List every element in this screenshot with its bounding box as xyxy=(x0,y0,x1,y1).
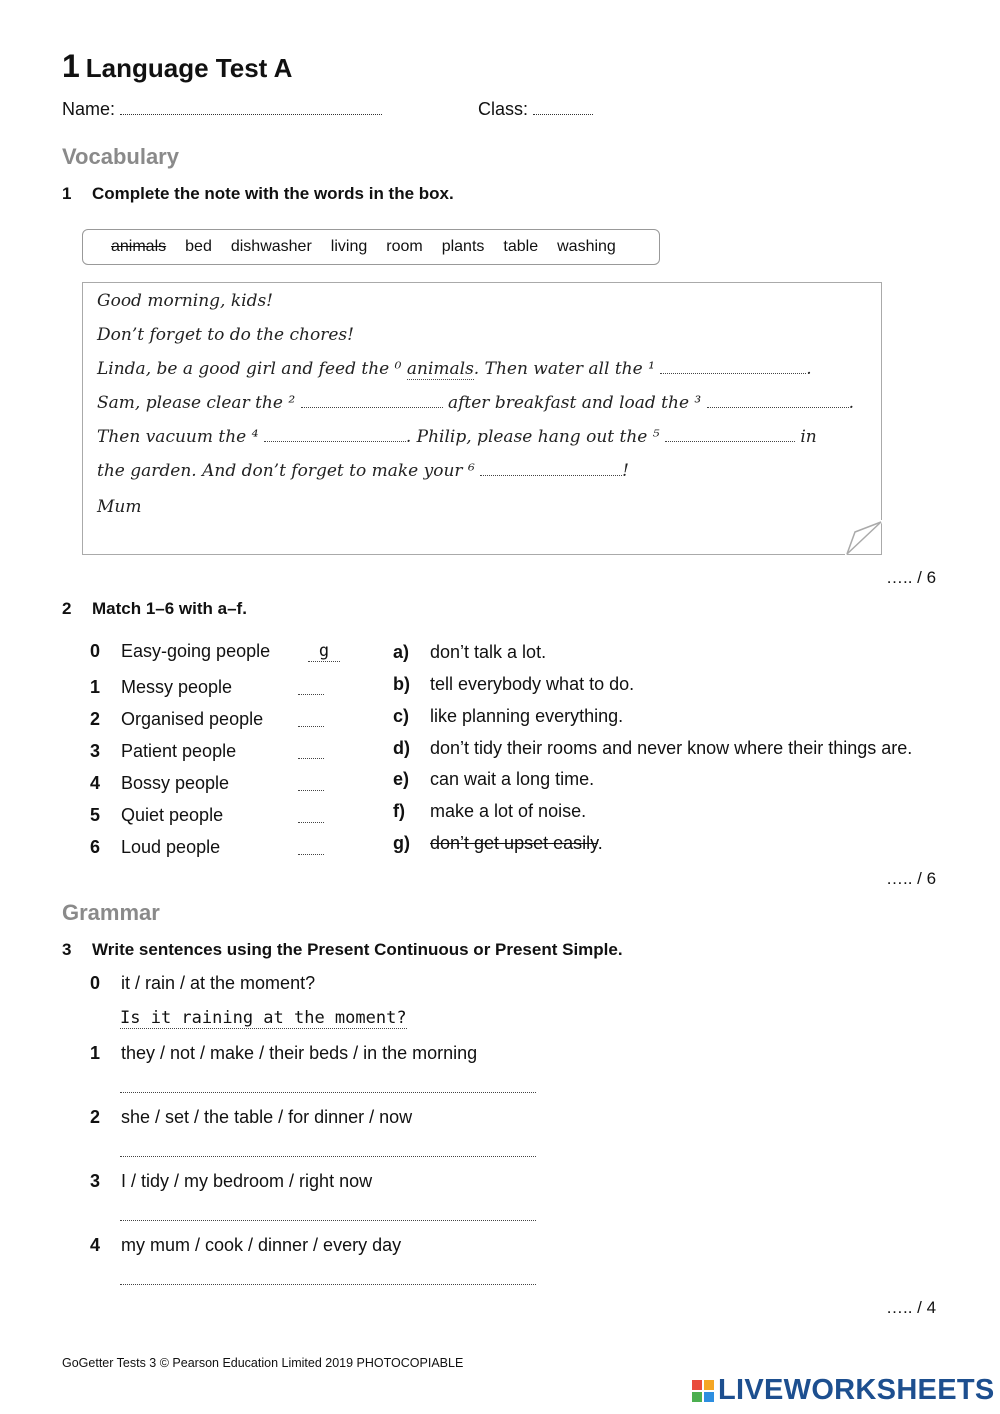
note-line xyxy=(97,359,812,379)
answer-line-1[interactable] xyxy=(120,1091,536,1093)
option-text: don’t tidy their rooms and never know where their things are. xyxy=(430,738,913,758)
item-prompt: they / not / make / their beds / in the morning xyxy=(121,1043,478,1063)
note-line xyxy=(97,461,629,481)
exercise-number: 1 xyxy=(62,184,72,203)
note-text: in xyxy=(800,427,817,447)
sentence-item xyxy=(90,1107,413,1128)
word-box-item: room xyxy=(386,238,423,255)
name-row xyxy=(62,98,382,120)
item-number: 3 xyxy=(90,741,101,761)
note-text: . Philip, please hang out the ⁵ xyxy=(405,427,660,447)
match-option xyxy=(393,642,547,663)
note-line: Good morning, kids! xyxy=(97,291,274,311)
item-prompt: my mum / cook / dinner / every day xyxy=(121,1235,402,1255)
gap-2[interactable] xyxy=(301,393,443,408)
class-row xyxy=(478,98,593,120)
exercise-number: 2 xyxy=(62,599,72,618)
item-number: 2 xyxy=(90,1107,101,1127)
instruction-text: Complete the note with the words in the box. xyxy=(92,184,454,203)
instruction-text: Write sentences using the Present Continuous or Present Simple. xyxy=(92,940,623,959)
word-box-item: washing xyxy=(557,238,616,255)
name-label: Name: xyxy=(62,99,116,119)
match-gap-5[interactable] xyxy=(298,808,324,823)
sentence-item xyxy=(90,1043,478,1064)
option-letter: a) xyxy=(393,642,410,662)
match-item xyxy=(90,773,230,794)
match-gap-1[interactable] xyxy=(298,680,324,695)
match-option xyxy=(393,738,913,759)
note-line: Don’t forget to do the chores! xyxy=(97,325,354,345)
score-ex2: ….. / 6 xyxy=(886,869,937,888)
match-option xyxy=(393,674,635,695)
match-item xyxy=(90,805,224,826)
class-label: Class: xyxy=(478,99,529,119)
note-card xyxy=(82,282,882,555)
answer-line-3[interactable] xyxy=(120,1219,536,1221)
note-text: . xyxy=(806,359,812,379)
option-letter: e) xyxy=(393,769,410,789)
score-ex3: ….. / 4 xyxy=(886,1298,937,1317)
sentence-item xyxy=(90,1235,402,1256)
option-text: don’t talk a lot. xyxy=(430,642,547,662)
match-item xyxy=(90,641,330,662)
match-item xyxy=(90,677,233,698)
instruction-text: Match 1–6 with a–f. xyxy=(92,599,247,618)
gap-6[interactable] xyxy=(480,461,622,476)
class-field[interactable] xyxy=(533,98,593,115)
option-text: like planning everything. xyxy=(430,706,624,726)
gap-4[interactable] xyxy=(264,427,406,442)
grammar-heading: Grammar xyxy=(62,900,160,925)
word-box-item: bed xyxy=(185,238,212,255)
sentence-item xyxy=(90,1171,373,1192)
item-text: Bossy people xyxy=(121,773,230,793)
item-number: 1 xyxy=(90,1043,101,1063)
note-text: after breakfast and load the ³ xyxy=(447,393,702,413)
page-title xyxy=(62,48,292,85)
item-number: 2 xyxy=(90,709,101,729)
match-gap-6[interactable] xyxy=(298,840,324,855)
liveworksheets-logo[interactable] xyxy=(692,1374,995,1407)
match-gap-3[interactable] xyxy=(298,744,324,759)
match-gap-2[interactable] xyxy=(298,712,324,727)
item-prompt: it / rain / at the moment? xyxy=(121,973,316,993)
sentence-item xyxy=(90,973,316,994)
page-curl-icon xyxy=(845,520,883,556)
option-text: can wait a long time. xyxy=(430,769,595,789)
item-number: 0 xyxy=(90,641,101,661)
option-text: tell everybody what to do. xyxy=(430,674,635,694)
item-text: Quiet people xyxy=(121,805,224,825)
option-letter: c) xyxy=(393,706,410,726)
note-text: the garden. And don’t forget to make your ⁶ xyxy=(97,461,475,481)
match-option xyxy=(393,706,624,727)
option-letter: b) xyxy=(393,674,410,694)
note-text: ! xyxy=(622,461,630,481)
example-answer: Is it raining at the moment? xyxy=(120,1008,407,1028)
exercise-number: 3 xyxy=(62,940,72,959)
gap-3[interactable] xyxy=(707,393,849,408)
note-line xyxy=(97,393,854,413)
match-gap-4[interactable] xyxy=(298,776,324,791)
logo-blocks-icon xyxy=(692,1380,714,1402)
note-text: Sam, please clear the ² xyxy=(97,393,296,413)
item-text: Loud people xyxy=(121,837,221,857)
example-answer: animals xyxy=(406,359,474,379)
note-text: . Then water all the ¹ xyxy=(473,359,655,379)
word-box xyxy=(82,229,660,265)
match-option xyxy=(393,833,603,854)
gap-5[interactable] xyxy=(665,427,795,442)
match-item xyxy=(90,837,221,858)
option-letter: f) xyxy=(393,801,405,821)
option-letter: g) xyxy=(393,833,410,853)
item-text: Messy people xyxy=(121,677,233,697)
item-text: Easy-going people xyxy=(121,641,271,661)
struck-example: don’t get upset easily xyxy=(430,833,598,853)
item-number: 1 xyxy=(90,677,101,697)
name-field[interactable] xyxy=(120,98,382,115)
word-box-item: living xyxy=(330,238,368,255)
exercise-1-instruction xyxy=(62,184,454,204)
item-number: 6 xyxy=(90,837,101,857)
item-number: 4 xyxy=(90,773,101,793)
item-text: Patient people xyxy=(121,741,237,761)
note-text: Linda, be a good girl and feed the ⁰ xyxy=(97,359,402,379)
item-number: 4 xyxy=(90,1235,101,1255)
note-signature: Mum xyxy=(97,497,142,517)
exercise-2-instruction xyxy=(62,599,247,619)
note-line xyxy=(97,427,817,447)
word-box-item: table xyxy=(503,238,539,255)
word-box-item: animals xyxy=(111,238,167,255)
gap-1[interactable] xyxy=(660,359,806,374)
brand-name: LIVEWORKSHEETS xyxy=(718,1374,995,1406)
vocabulary-heading: Vocabulary xyxy=(62,144,179,169)
copyright-footer: GoGetter Tests 3 © Pearson Education Limited 2019 PHOTOCOPIABLE xyxy=(62,1356,464,1370)
match-option xyxy=(393,801,587,822)
test-number: 1 xyxy=(62,48,80,84)
match-option xyxy=(393,769,595,790)
exercise-3-instruction xyxy=(62,940,623,960)
match-item xyxy=(90,709,264,730)
note-text: . xyxy=(848,393,855,413)
item-number: 0 xyxy=(90,973,101,993)
option-text: make a lot of noise. xyxy=(430,801,587,821)
word-box-item: plants xyxy=(441,238,485,255)
item-text: Organised people xyxy=(121,709,264,729)
test-title: Language Test A xyxy=(85,53,293,83)
note-text: Then vacuum the ⁴ xyxy=(97,427,259,447)
match-item xyxy=(90,741,237,762)
item-prompt: I / tidy / my bedroom / right now xyxy=(121,1171,373,1191)
score-ex1: ….. / 6 xyxy=(886,568,937,587)
option-text xyxy=(430,833,603,854)
option-letter: d) xyxy=(393,738,410,758)
item-number: 3 xyxy=(90,1171,101,1191)
item-number: 5 xyxy=(90,805,101,825)
word-box-item: dishwasher xyxy=(230,238,312,255)
option-punctuation: . xyxy=(597,833,603,853)
example-answer: g xyxy=(308,641,340,662)
answer-line-4[interactable] xyxy=(120,1283,536,1285)
item-prompt: she / set / the table / for dinner / now xyxy=(121,1107,413,1127)
answer-line-2[interactable] xyxy=(120,1155,536,1157)
